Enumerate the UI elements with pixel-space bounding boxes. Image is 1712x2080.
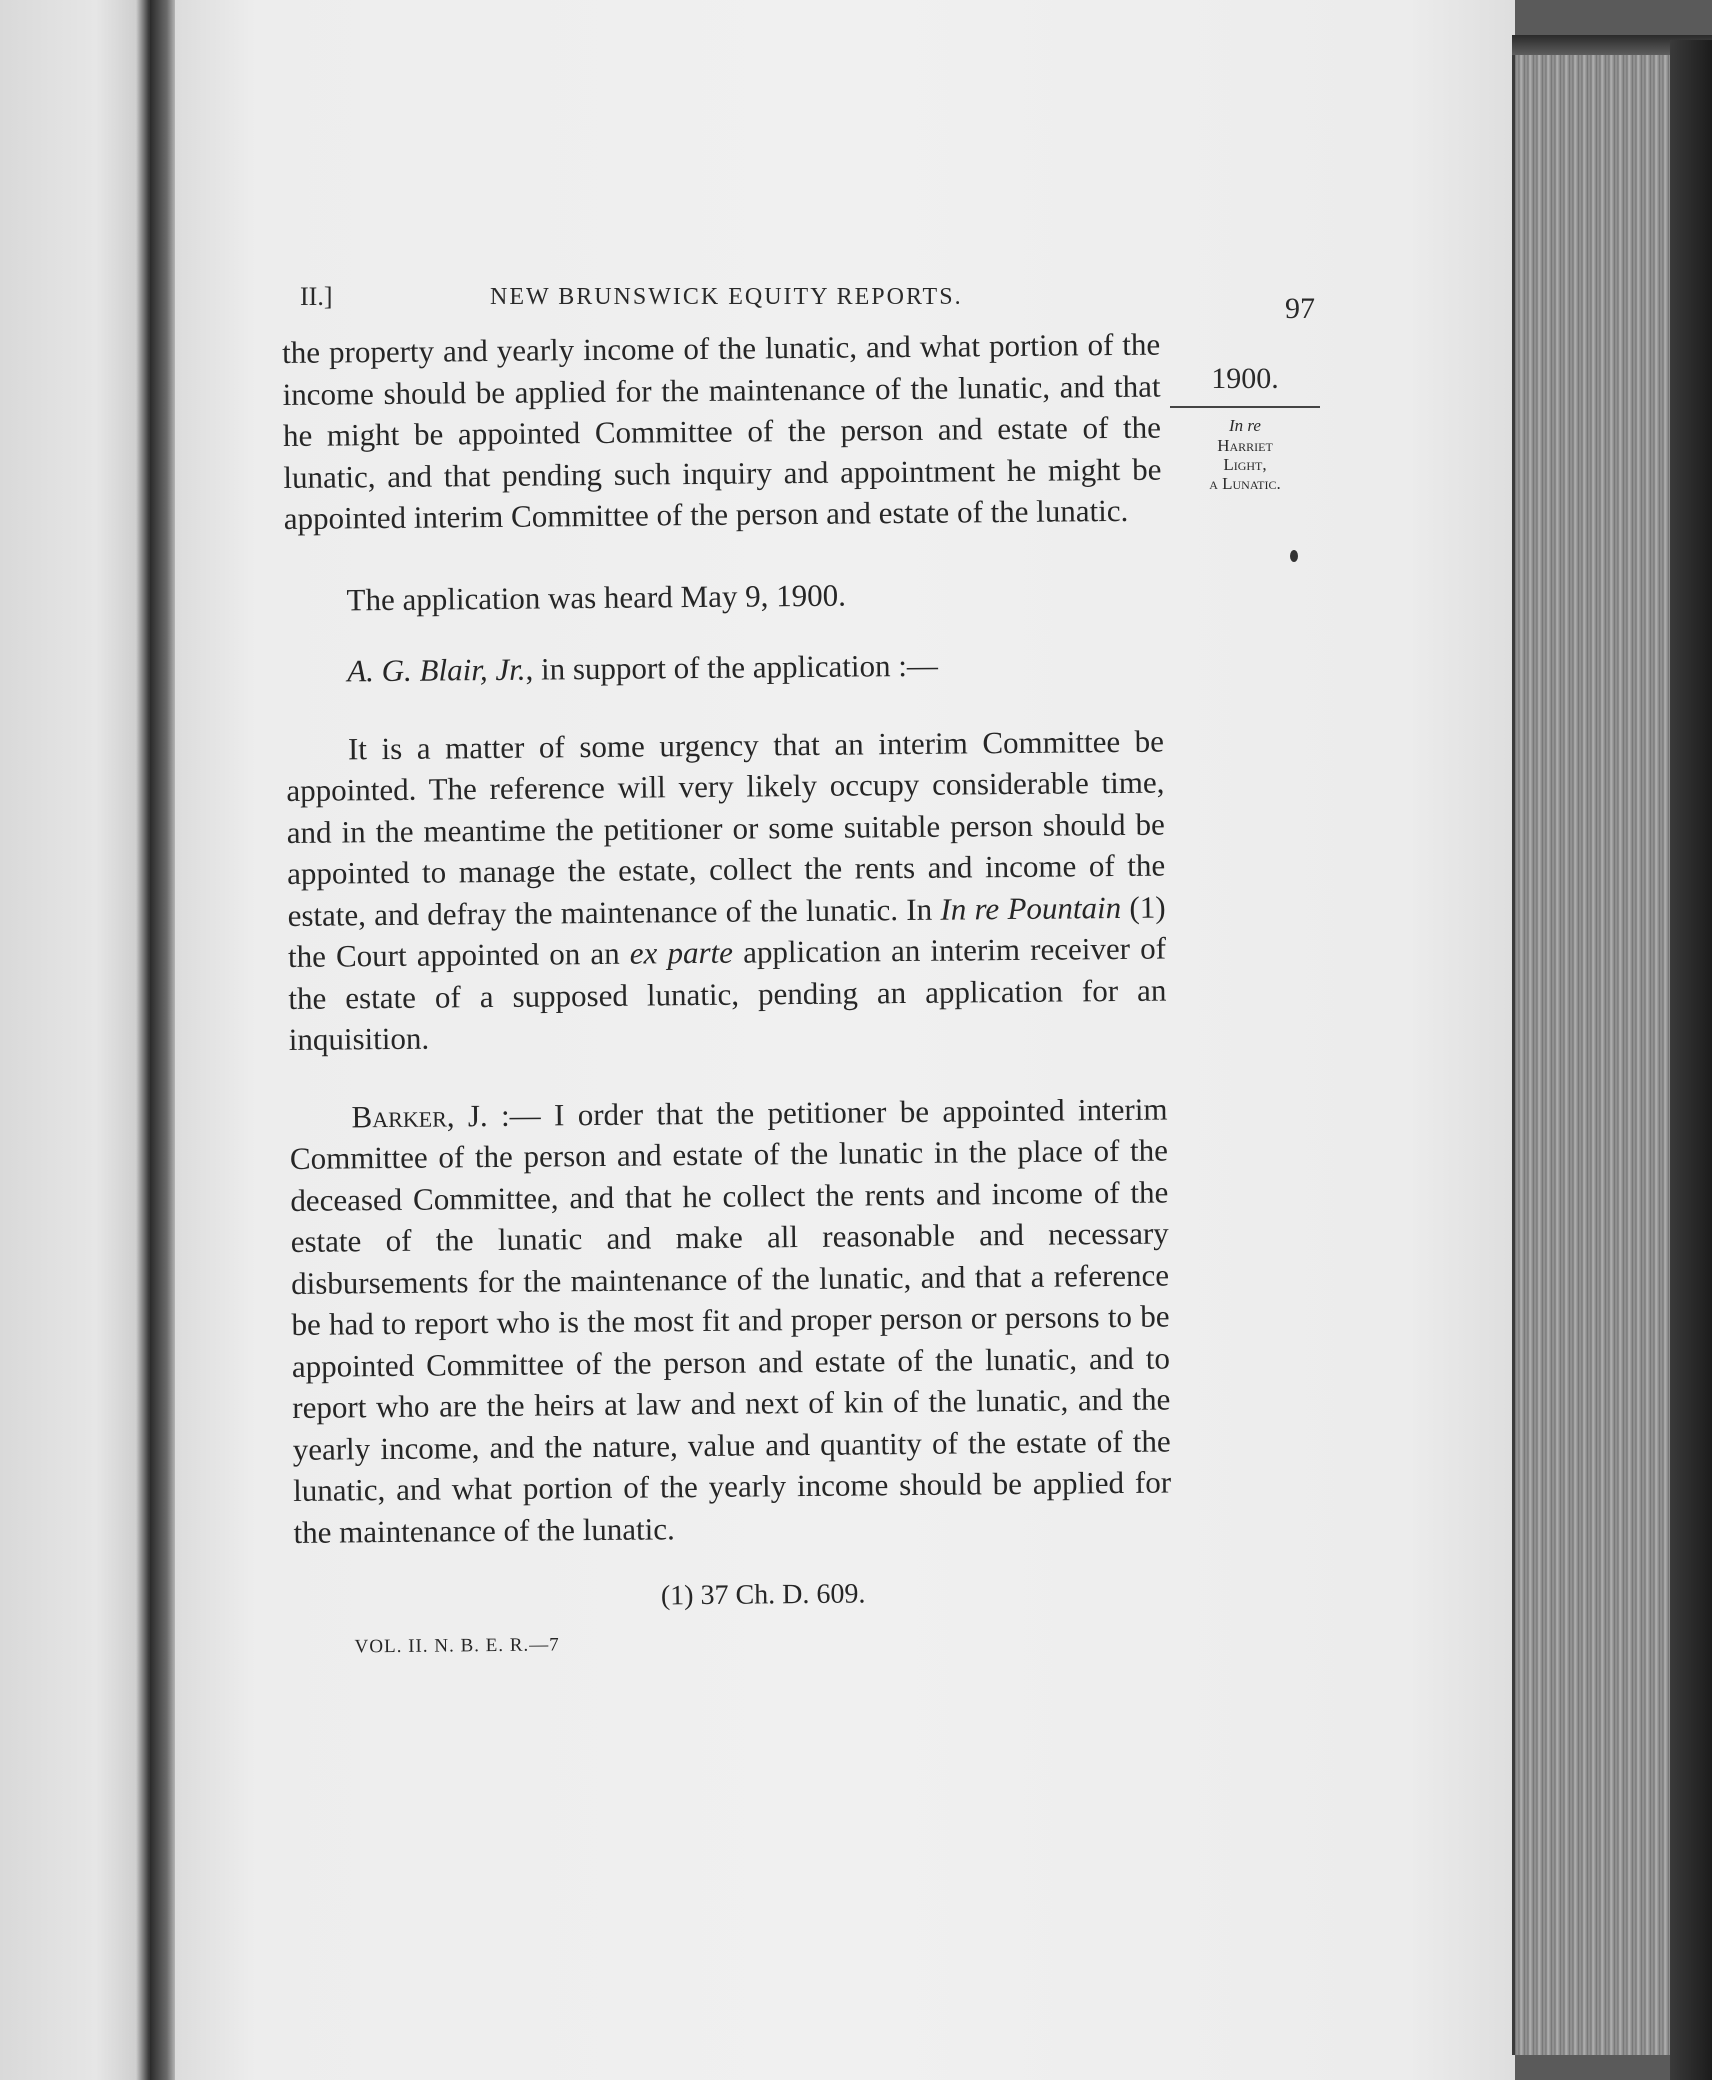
margin-note [1170, 362, 1320, 493]
running-head-volume: II.] [300, 282, 333, 311]
paragraph-judgment [289, 1088, 1171, 1553]
paragraph-argument [286, 720, 1167, 1060]
case-citation: In re Pountain [940, 889, 1122, 927]
argument-text: (1) the Court appointed on an [287, 889, 1166, 974]
argument-text: application an interim receiver of the estate of a supposed lunatic, pending an application for an inquisition. [288, 930, 1167, 1057]
page-number: 97 [1285, 292, 1315, 325]
paragraph-continued: the property and yearly income of the lunatic, and what portion of the income should be applied for the maintenance of the lunatic, and that he might be appointed Committee of the person and estate of the lunatic, and that pending such inquiry and appointment he might be appointed interim Committee of the person and estate of the lunatic. [282, 326, 1162, 536]
paragraph-hearing: The application was heard May 9, 1900. [346, 577, 847, 617]
margin-note-year: 1900. [1170, 362, 1320, 408]
judge-name: Barker, J. [351, 1097, 488, 1134]
margin-note-line: In re [1229, 416, 1261, 435]
judgment-text: :— I order that the petitioner be appointed interim Committee of the person and estate of the lunatic in the place of the deceased Committee, and that he collect the rents and income of the estate of the lunatic and make all reasonable and necessary disbursements for the maintenance of the lunatic, and that a reference be had to report who is the most fit and proper person or persons to be appointed Committee of the person and estate of the lunatic, and to report who are the heirs at law and next of kin of the lunatic, and the yearly income, and the nature, value and quantity of the estate of the lunatic, and what portion of the yearly income should be applied for the maintenance of the lunatic. [289, 1091, 1172, 1550]
margin-note-line: a Lunatic. [1209, 474, 1281, 493]
running-head [300, 282, 1320, 325]
footnote: (1) 37 Ch. D. 609. [660, 1578, 866, 1612]
margin-note-line: Light, [1223, 455, 1267, 474]
running-head-title: NEW BRUNSWICK EQUITY REPORTS. [490, 284, 963, 310]
left-page-edge [0, 0, 160, 2080]
argument-text: It is a matter of some urgency that an interim Committee be appointed. The reference will very likely occupy considerable time, and in the meantime the petitioner or some suitable person should be appointed to manage the estate, collect the rents and income of the estate, and defray the maintenance of the lunatic. In [286, 723, 1166, 933]
book-cover-edge [1670, 40, 1712, 2080]
latin-term: ex parte [629, 934, 734, 971]
signature-mark: VOL. II. N. B. E. R.—7 [354, 1633, 560, 1657]
counsel-text: , in support of the application :— [525, 647, 939, 687]
book-gutter [150, 0, 178, 2080]
counsel-name: A. G. Blair, Jr. [347, 651, 526, 689]
margin-note-line: Harriet [1217, 436, 1273, 455]
ink-speck [1290, 550, 1298, 562]
page-body [282, 324, 1173, 1668]
page-stack-edges [1512, 55, 1675, 2055]
